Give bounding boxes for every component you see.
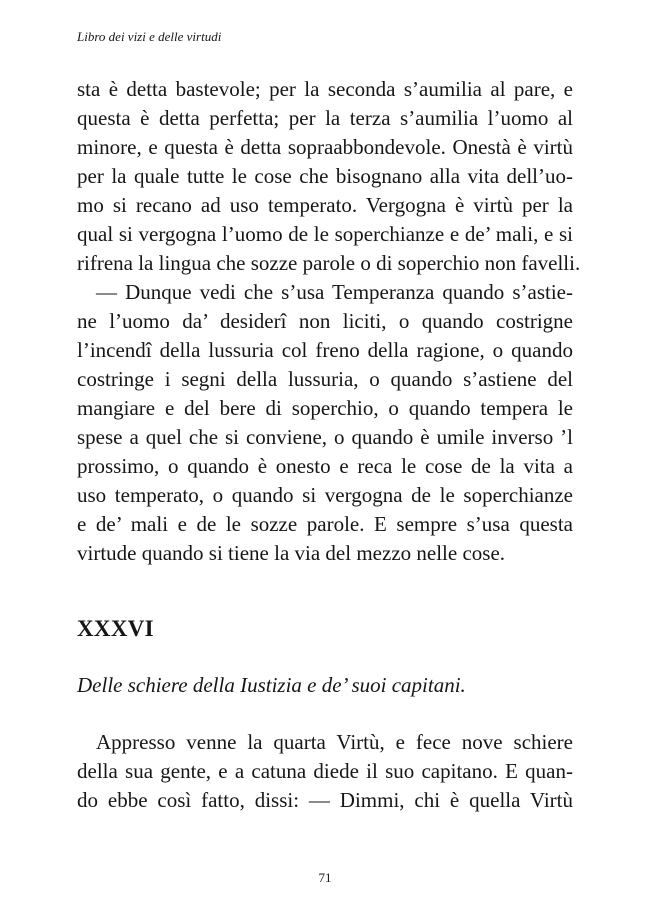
text-line: do ebbe così fatto, dissi: — Dimmi, chi è quella Virtù [77, 788, 573, 812]
text-line: questa è detta perfetta; per la terza s’aumilia l’uomo al [77, 106, 573, 130]
text-line: mo si recano ad uso temperato. Vergogna è virtù per la [77, 193, 573, 217]
text-line: spese a quel che si conviene, o quando è umile inverso ’l [77, 425, 573, 449]
text-line: Appresso venne la quarta Virtù, e fece nove schiere [96, 730, 573, 754]
text-line: sta è detta bastevole; per la seconda s’aumilia al pare, e [77, 77, 573, 101]
text-line: minore, e questa è detta sopraabbondevole. Onestà è virtù [77, 135, 573, 159]
text-line: prossimo, o quando è onesto e reca le cose de la vita a [77, 454, 573, 478]
text-line: della sua gente, e a catuna diede il suo capitano. E quan- [77, 759, 573, 783]
paragraph [77, 728, 573, 815]
text-line: rifrena la lingua che sozze parole o di soperchio non favelli. [77, 251, 581, 275]
text-line: mangiare e del bere di soperchio, o quando tempera le [77, 396, 573, 420]
text-line: uso temperato, o quando si vergogna de le soperchianze [77, 483, 573, 507]
text-line: — Dunque vedi che s’usa Temperanza quando s’astie- [96, 280, 573, 304]
text-line: virtude quando si tiene la via del mezzo nelle cose. [77, 541, 506, 565]
text-line: e de’ mali e de le sozze parole. E sempre s’usa questa [77, 512, 573, 536]
text-line: costringe i segni della lussuria, o quando s’astiene del [77, 367, 573, 391]
text-line: l’incendî della lussuria col freno della ragione, o quando [77, 338, 573, 362]
chapter-number: XXXVI [77, 616, 154, 641]
running-head: Libro dei vizi e delle virtudi [77, 29, 222, 44]
page-number: 71 [318, 870, 332, 885]
text-line: qual si vergogna l’uomo de le soperchianze e de’ mali, e si [77, 222, 573, 246]
paragraph [77, 278, 573, 568]
body-text-top [77, 75, 581, 568]
text-line: ne l’uomo da’ desiderî non liciti, o quando costrigne [77, 309, 573, 333]
chapter-title: Delle schiere della Iustizia e de’ suoi capitani. [77, 673, 466, 697]
paragraph [77, 75, 581, 278]
text-line: per la quale tutte le cose che bisognano alla vita dell’uo- [77, 164, 573, 188]
body-text-bottom [77, 728, 573, 815]
